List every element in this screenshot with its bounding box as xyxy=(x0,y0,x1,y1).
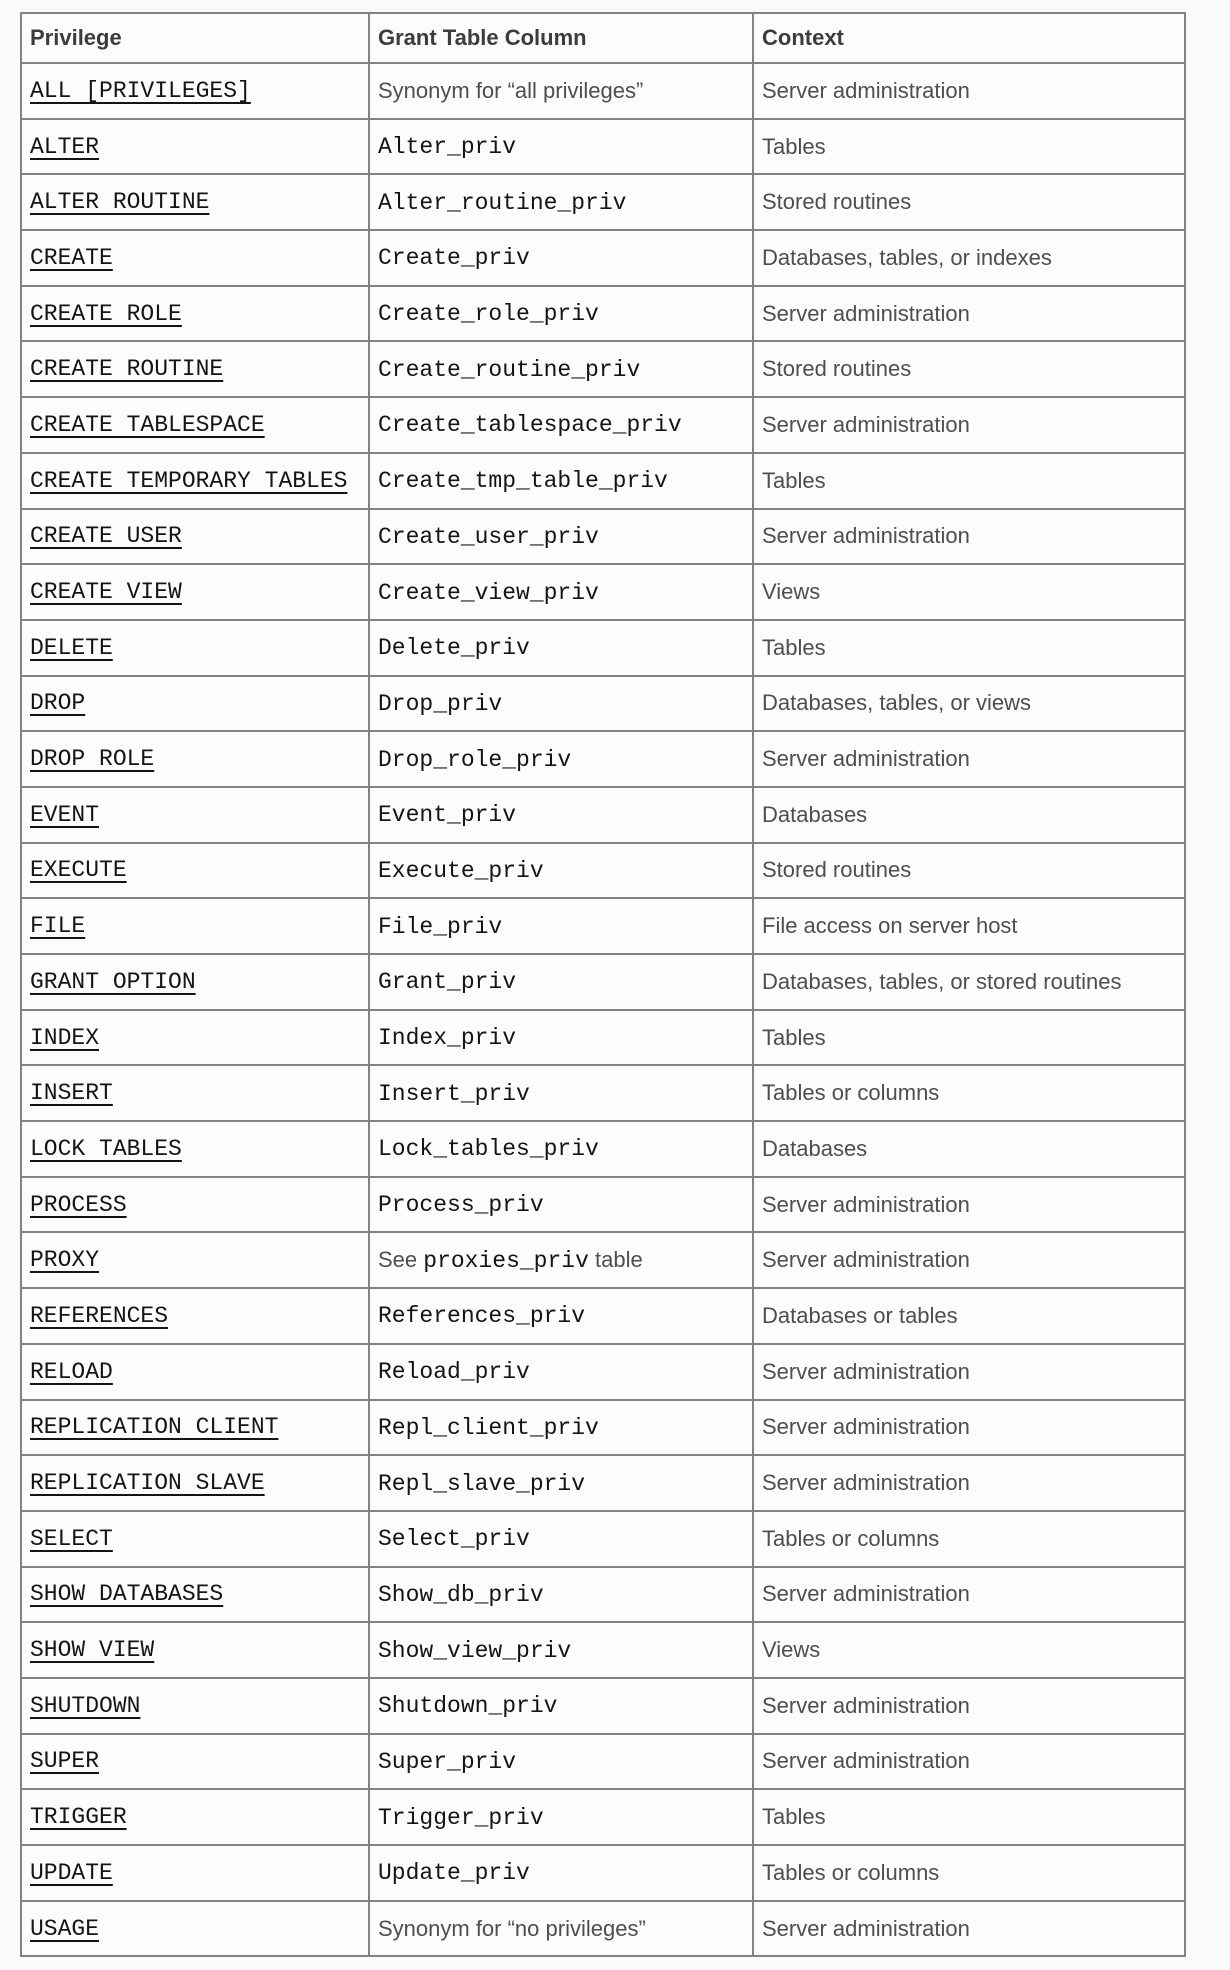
grant-table-column-cell xyxy=(369,63,753,119)
grant-column-code-text: Select_priv xyxy=(378,1526,530,1553)
privilege-link[interactable]: RELOAD xyxy=(30,1358,113,1385)
table-row xyxy=(21,898,1185,954)
privilege-cell xyxy=(21,1065,369,1121)
grant-table-column-cell xyxy=(369,230,753,286)
table-row xyxy=(21,230,1185,286)
grant-column-code-text: Alter_routine_priv xyxy=(378,189,627,216)
grant-table-column-cell xyxy=(369,1400,753,1456)
privilege-cell xyxy=(21,676,369,732)
context-cell: Tables xyxy=(753,1010,1185,1066)
privilege-cell xyxy=(21,843,369,899)
context-cell: File access on server host xyxy=(753,898,1185,954)
grant-column-code-text: Repl_client_priv xyxy=(378,1414,599,1441)
grant-table-column-cell xyxy=(369,1845,753,1901)
grant-table-column-cell xyxy=(369,1567,753,1623)
table-row xyxy=(21,509,1185,565)
context-cell: Tables or columns xyxy=(753,1511,1185,1567)
context-cell: Server administration xyxy=(753,1177,1185,1233)
grant-column-code-text: Execute_priv xyxy=(378,857,544,884)
privilege-cell xyxy=(21,1678,369,1734)
context-cell: Server administration xyxy=(753,1901,1185,1957)
privilege-link[interactable]: SHOW VIEW xyxy=(30,1637,155,1664)
privilege-link[interactable]: CREATE xyxy=(30,244,113,271)
grant-table-column-cell xyxy=(369,1455,753,1511)
privilege-cell xyxy=(21,1622,369,1678)
grant-column-code-text: Delete_priv xyxy=(378,635,530,662)
grant-column-code-text: Create_tablespace_priv xyxy=(378,412,682,439)
grant-table-column-cell xyxy=(369,1511,753,1567)
privilege-link[interactable]: TRIGGER xyxy=(30,1804,127,1831)
grant-column-code-text: File_priv xyxy=(378,913,503,940)
grant-table-column-cell xyxy=(369,1010,753,1066)
privilege-cell xyxy=(21,898,369,954)
table-row xyxy=(21,676,1185,732)
table-row xyxy=(21,1567,1185,1623)
grant-column-plain-text: table xyxy=(588,1246,643,1272)
grant-column-code-text: Show_view_priv xyxy=(378,1637,572,1664)
privilege-cell xyxy=(21,1901,369,1957)
context-cell: Tables xyxy=(753,453,1185,509)
privilege-link[interactable]: CREATE USER xyxy=(30,523,182,550)
table-row xyxy=(21,787,1185,843)
table-row xyxy=(21,1177,1185,1233)
context-cell: Databases, tables, or stored routines xyxy=(753,954,1185,1010)
context-cell: Server administration xyxy=(753,286,1185,342)
context-cell: Stored routines xyxy=(753,843,1185,899)
grant-column-code-text: Grant_priv xyxy=(378,969,517,996)
privilege-cell xyxy=(21,1177,369,1233)
grant-column-code-text: Super_priv xyxy=(378,1748,517,1775)
privilege-cell xyxy=(21,1511,369,1567)
table-row xyxy=(21,1065,1185,1121)
privilege-cell xyxy=(21,1400,369,1456)
grant-table-column-cell xyxy=(369,119,753,175)
grant-column-code-text: Index_priv xyxy=(378,1025,517,1052)
table-row xyxy=(21,1288,1185,1344)
privilege-link[interactable]: INSERT xyxy=(30,1080,113,1107)
grant-column-code-text: Create_priv xyxy=(378,245,530,272)
grant-column-code-text: Insert_priv xyxy=(378,1080,530,1107)
privilege-cell xyxy=(21,341,369,397)
context-cell: Databases or tables xyxy=(753,1288,1185,1344)
context-cell: Databases xyxy=(753,1121,1185,1177)
grant-table-column-cell xyxy=(369,1121,753,1177)
privilege-cell xyxy=(21,1010,369,1066)
table-row xyxy=(21,341,1185,397)
context-cell: Views xyxy=(753,564,1185,620)
table-row xyxy=(21,397,1185,453)
context-cell: Tables or columns xyxy=(753,1065,1185,1121)
context-cell: Tables xyxy=(753,1789,1185,1845)
table-row xyxy=(21,1344,1185,1400)
grant-column-code-text: Drop_priv xyxy=(378,690,503,717)
privilege-cell xyxy=(21,453,369,509)
table-row xyxy=(21,731,1185,787)
table-row xyxy=(21,954,1185,1010)
context-cell: Server administration xyxy=(753,63,1185,119)
column-header-grant-table-column: Grant Table Column xyxy=(369,13,753,63)
privilege-cell xyxy=(21,286,369,342)
privilege-link[interactable]: CREATE VIEW xyxy=(30,579,182,606)
context-cell: Views xyxy=(753,1622,1185,1678)
grant-table-column-cell xyxy=(369,341,753,397)
grant-table-column-cell xyxy=(369,676,753,732)
context-cell: Databases, tables, or views xyxy=(753,676,1185,732)
privilege-cell xyxy=(21,397,369,453)
column-header-context: Context xyxy=(753,13,1185,63)
grant-table-column-cell xyxy=(369,1678,753,1734)
grant-column-code-text: Create_routine_priv xyxy=(378,356,641,383)
context-cell: Server administration xyxy=(753,1400,1185,1456)
column-header-privilege: Privilege xyxy=(21,13,369,63)
table-row xyxy=(21,1678,1185,1734)
grant-column-code-text: Drop_role_priv xyxy=(378,746,572,773)
grant-table-column-cell xyxy=(369,1622,753,1678)
table-row xyxy=(21,1622,1185,1678)
context-cell: Tables xyxy=(753,119,1185,175)
privilege-link[interactable]: REPLICATION SLAVE xyxy=(30,1470,265,1497)
grant-table-column-cell xyxy=(369,1065,753,1121)
table-row xyxy=(21,119,1185,175)
table-row xyxy=(21,63,1185,119)
privilege-link[interactable]: REPLICATION CLIENT xyxy=(30,1414,279,1441)
table-row xyxy=(21,1901,1185,1957)
context-cell: Tables or columns xyxy=(753,1845,1185,1901)
privilege-link[interactable]: ALL [PRIVILEGES] xyxy=(30,77,251,104)
grant-table-column-cell xyxy=(369,286,753,342)
privilege-cell xyxy=(21,1734,369,1790)
privilege-cell xyxy=(21,564,369,620)
grant-table-column-cell xyxy=(369,843,753,899)
context-cell: Server administration xyxy=(753,1344,1185,1400)
privilege-cell xyxy=(21,954,369,1010)
privilege-link[interactable]: LOCK TABLES xyxy=(30,1135,182,1162)
context-cell: Server administration xyxy=(753,509,1185,565)
table-row xyxy=(21,453,1185,509)
context-cell: Databases xyxy=(753,787,1185,843)
grant-column-code-text: Repl_slave_priv xyxy=(378,1470,586,1497)
privilege-link[interactable]: PROCESS xyxy=(30,1191,127,1218)
grant-table-column-cell xyxy=(369,1288,753,1344)
context-cell: Server administration xyxy=(753,1455,1185,1511)
context-cell: Stored routines xyxy=(753,341,1185,397)
grant-table-column-cell xyxy=(369,787,753,843)
privilege-cell xyxy=(21,1455,369,1511)
grant-column-code-text: Create_role_priv xyxy=(378,301,599,328)
privilege-link[interactable]: SUPER xyxy=(30,1748,100,1775)
privilege-cell xyxy=(21,174,369,230)
privilege-cell xyxy=(21,1789,369,1845)
privilege-cell xyxy=(21,1845,369,1901)
privilege-cell xyxy=(21,731,369,787)
grant-table-column-cell xyxy=(369,1232,753,1288)
context-cell: Databases, tables, or indexes xyxy=(753,230,1185,286)
grant-column-code-text: Process_priv xyxy=(378,1192,544,1219)
grant-table-column-cell xyxy=(369,1901,753,1957)
grant-column-code-text: Event_priv xyxy=(378,802,517,829)
context-cell: Server administration xyxy=(753,1678,1185,1734)
privilege-link[interactable]: EXECUTE xyxy=(30,857,127,884)
table-row xyxy=(21,1511,1185,1567)
table-row xyxy=(21,1734,1185,1790)
privilege-link[interactable]: REFERENCES xyxy=(30,1302,169,1329)
context-cell: Tables xyxy=(753,620,1185,676)
grant-table-column-cell xyxy=(369,731,753,787)
table-row xyxy=(21,564,1185,620)
grant-table-column-cell xyxy=(369,1344,753,1400)
grant-column-code-text: Shutdown_priv xyxy=(378,1693,558,1720)
grant-column-code-text: Create_tmp_table_priv xyxy=(378,468,668,495)
grant-table-column-cell xyxy=(369,453,753,509)
privilege-link[interactable]: CREATE TABLESPACE xyxy=(30,411,265,438)
privilege-cell xyxy=(21,119,369,175)
grant-table-column-cell xyxy=(369,1177,753,1233)
privilege-cell xyxy=(21,1567,369,1623)
privilege-link[interactable]: CREATE ROLE xyxy=(30,300,182,327)
privilege-link[interactable]: USAGE xyxy=(30,1915,100,1942)
privilege-link[interactable]: DROP xyxy=(30,690,86,717)
table-row xyxy=(21,843,1185,899)
table-row xyxy=(21,1121,1185,1177)
grant-table-column-cell xyxy=(369,1734,753,1790)
privilege-link[interactable]: SELECT xyxy=(30,1525,113,1552)
privilege-cell xyxy=(21,787,369,843)
grant-column-code-text: proxies_priv xyxy=(423,1247,589,1274)
table-row xyxy=(21,1400,1185,1456)
privilege-link[interactable]: EVENT xyxy=(30,801,100,828)
privilege-cell xyxy=(21,509,369,565)
privilege-link[interactable]: DELETE xyxy=(30,634,113,661)
privilege-cell xyxy=(21,1288,369,1344)
table-row xyxy=(21,286,1185,342)
grant-table-column-cell xyxy=(369,509,753,565)
grant-column-code-text: Alter_priv xyxy=(378,134,517,161)
grant-table-column-cell xyxy=(369,620,753,676)
grant-column-code-text: Show_db_priv xyxy=(378,1581,544,1608)
table-row xyxy=(21,1845,1185,1901)
table-row xyxy=(21,1789,1185,1845)
table-row xyxy=(21,1232,1185,1288)
privilege-link[interactable]: INDEX xyxy=(30,1024,100,1051)
privilege-cell xyxy=(21,230,369,286)
grant-column-code-text: Trigger_priv xyxy=(378,1804,544,1831)
privilege-cell xyxy=(21,1344,369,1400)
grant-column-plain-text: See xyxy=(378,1246,424,1272)
grant-column-code-text: Lock_tables_priv xyxy=(378,1136,599,1163)
privilege-cell xyxy=(21,63,369,119)
table-row xyxy=(21,174,1185,230)
privilege-link[interactable]: ALTER ROUTINE xyxy=(30,189,210,216)
privilege-link[interactable]: SHOW DATABASES xyxy=(30,1581,224,1608)
context-cell: Server administration xyxy=(753,397,1185,453)
grant-column-code-text: Create_view_priv xyxy=(378,579,599,606)
privilege-link[interactable]: PROXY xyxy=(30,1247,100,1274)
privilege-cell xyxy=(21,620,369,676)
context-cell: Server administration xyxy=(753,1567,1185,1623)
privilege-link[interactable]: DROP ROLE xyxy=(30,746,155,773)
grant-column-code-text: References_priv xyxy=(378,1303,586,1330)
context-cell: Server administration xyxy=(753,1734,1185,1790)
table-header-row xyxy=(21,13,1185,63)
grant-table-column-cell xyxy=(369,1789,753,1845)
privileges-table-body xyxy=(21,63,1185,1956)
context-cell: Server administration xyxy=(753,1232,1185,1288)
privilege-link[interactable]: CREATE TEMPORARY TABLES xyxy=(30,467,348,494)
privilege-link[interactable]: CREATE ROUTINE xyxy=(30,356,224,383)
grant-table-column-cell xyxy=(369,954,753,1010)
privilege-link[interactable]: SHUTDOWN xyxy=(30,1692,141,1719)
grant-column-plain-text: Synonym for “no privileges” xyxy=(378,1915,646,1941)
table-row xyxy=(21,620,1185,676)
privilege-link[interactable]: ALTER xyxy=(30,133,100,160)
privileges-table xyxy=(20,12,1186,1957)
grant-table-column-cell xyxy=(369,898,753,954)
grant-column-code-text: Update_priv xyxy=(378,1860,530,1887)
privilege-cell xyxy=(21,1121,369,1177)
privilege-link[interactable]: UPDATE xyxy=(30,1859,113,1886)
grant-table-column-cell xyxy=(369,564,753,620)
table-row xyxy=(21,1010,1185,1066)
table-row xyxy=(21,1455,1185,1511)
grant-column-code-text: Create_user_priv xyxy=(378,523,599,550)
context-cell: Stored routines xyxy=(753,174,1185,230)
privilege-link[interactable]: FILE xyxy=(30,913,86,940)
privilege-link[interactable]: GRANT OPTION xyxy=(30,968,196,995)
context-cell: Server administration xyxy=(753,731,1185,787)
grant-table-column-cell xyxy=(369,174,753,230)
grant-column-plain-text: Synonym for “all privileges” xyxy=(378,77,644,103)
grant-table-column-cell xyxy=(369,397,753,453)
privilege-cell xyxy=(21,1232,369,1288)
grant-column-code-text: Reload_priv xyxy=(378,1359,530,1386)
